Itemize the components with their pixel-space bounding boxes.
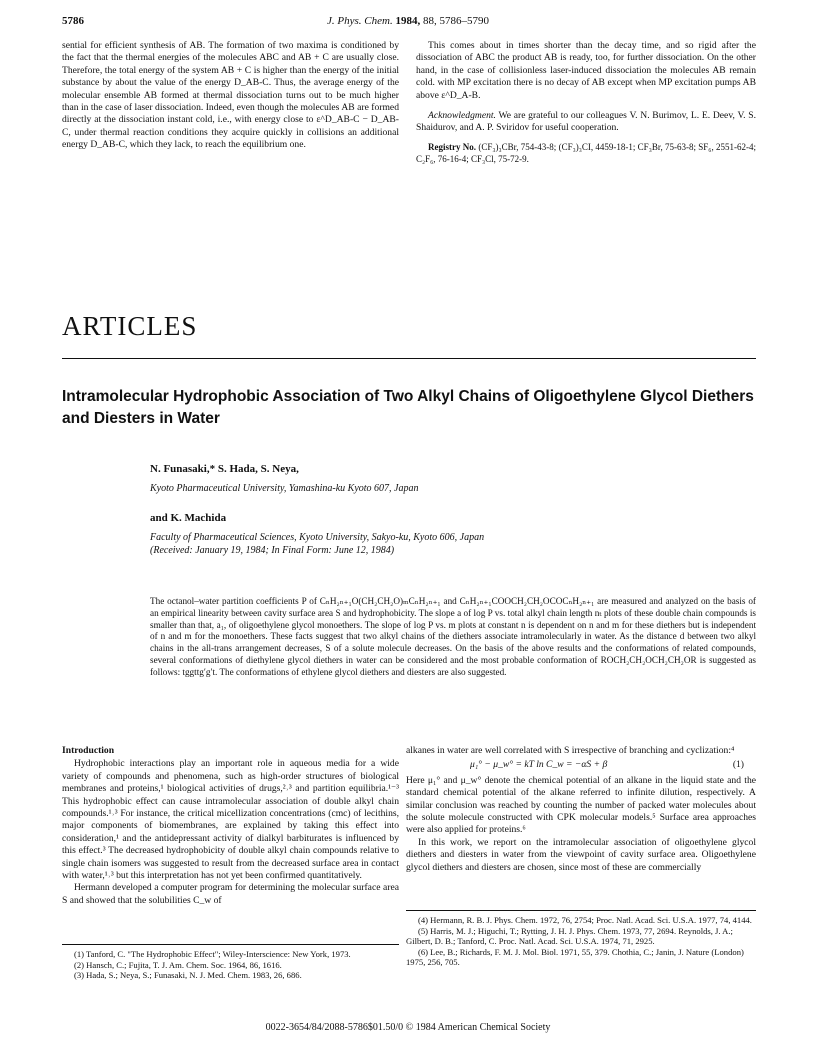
introduction-heading: Introduction bbox=[62, 745, 115, 756]
introduction-paragraph: Hermann developed a computer program for determining the molecular surface area S and showed that the solubilities C_w of bbox=[62, 882, 399, 906]
footnote: (6) Lee, B.; Richards, F. M. J. Mol. Biol. 1971, 55, 379. Chothia, C.; Janin, J. Nature (London) 1975, 256, 705. bbox=[406, 946, 744, 968]
introduction-paragraph: alkanes in water are well correlated with S irrespective of branching and cyclization:⁴ bbox=[406, 745, 735, 756]
acknowledgment-label: Acknowledgment. bbox=[428, 110, 496, 122]
registry-text: (CF₃)₃CBr, 754-43-8; (CF₃)₃CI, 4459-18-1; CF₃Br, 75-63-8; SF₆, 2551-62-4; C₂F₆, 76-16-4; CF₃Cl, 75-72-9. bbox=[416, 141, 756, 165]
journal-citation: 88, 5786–5790 bbox=[422, 15, 489, 27]
equation-1 bbox=[406, 757, 756, 774]
previous-article-paragraph: sential for efficient synthesis of AB. The formation of two maxima is conditioned by the fact that the thermal energies of the molecules ABC and AB + C are usually close. Therefore, the total energy of the system AB + C is higher than the energy of the initial substance by about the value of the energy D_AB-C. Thus, the average energy of the molecular ensemble AB formed at thermal dissociation turns out to be much higher than in the case of laser dissociation. Indeed, even though the molecules AB are formed directly at the dissociation instant cold, i.e., with energy close to ε^D_AB-C − D_AB-C, under thermal reaction conditions they acquire quickly in collisions an additional energy D_AB-C, which they lack, to reach the equilibrium one. bbox=[62, 40, 399, 151]
affiliation-secondary bbox=[150, 531, 710, 557]
registry-label: Registry No. bbox=[428, 141, 477, 152]
previous-article-paragraph: This comes about in times shorter than the decay time, and so rigid after the dissociation of ABC the product AB is ready, too, for further dissociation. On the other hand, in the case of collisionless laser-induced dissociation the molecules AB remain cold. with MP excitation there is no decay of AB except when MP excitation pumps AB above ε^D_A-B. bbox=[416, 40, 756, 101]
acknowledgment-text: We are grateful to our colleagues V. N. Burimov, L. E. Deev, V. S. Shaidurov, and A. P. Sviridov for useful cooperation. bbox=[416, 110, 756, 134]
abstract: The octanol–water partition coefficients P of CₙH₂ₙ₊₁O(CH₂CH₂O)ₘCₙH₂ₙ₊₁ and CₙH₂ₙ₊₁COOCH₂CH₂OCOCₙH₂ₙ₊₁ are measured and analyzed on the basis of an empirical linearity between cavity surface area S and hydrophobicity. The slope a of log P vs. total alkyl chain length nₜ plots of these double chain compounds is smaller than that, a₁, of oligoethylene glycol monoethers. The slope of log P vs. m plots at constant n is dependent on n and m for these diethers but is independent of n and m for the monoethers. These facts suggest that two alkyl chains of the diethers associate intramolecularly in water. As the distance d between two alkyl chains in the all-trans arrangement decreases, S of a solute molecule decreases. On the basis of the above results and the conformations of related compounds, several conformations of diethylene glycol diethers in water can be considered and the most probable conformation of ROCH₂CH₂OCH₂CH₂OR is suggested as follows: tggttg′g′t. The conformations of ethylene glycol diethers and diesters are also suggested. bbox=[150, 596, 756, 677]
page-number: 5786 bbox=[62, 15, 84, 27]
acknowledgment bbox=[416, 110, 756, 135]
footnotes-right bbox=[406, 910, 756, 968]
affiliation-text: Faculty of Pharmaceutical Sciences, Kyoto University, Sakyo-ku, Kyoto 606, Japan bbox=[150, 532, 485, 543]
journal-year: 1984, bbox=[395, 15, 421, 27]
footnote: (5) Harris, M. J.; Higuchi, T.; Rytting, J. H. J. Phys. Chem. 1973, 77, 2694. Reynolds, J. A.; Gilbert, D. B.; Tanford, C. Proc. Natl. Acad. Sci. U.S.A. 1974, 71, 2925. bbox=[406, 925, 733, 947]
footnote: (4) Hermann, R. B. J. Phys. Chem. 1972, 76, 2754; Proc. Natl. Acad. Sci. U.S.A. 1977, 74, 4144. bbox=[418, 915, 752, 925]
equation-number: (1) bbox=[732, 759, 744, 771]
copyright-line: 0022-3654/84/2088-5786$01.50/0 © 1984 American Chemical Society bbox=[265, 1022, 551, 1033]
previous-article-right-column bbox=[416, 40, 756, 166]
footnote: (2) Hansch, C.; Fujita, T. J. Am. Chem. Soc. 1964, 86, 1616. bbox=[74, 959, 282, 970]
authors-primary: N. Funasaki,* S. Hada, S. Neya, bbox=[150, 463, 299, 475]
received-dates: (Received: January 19, 1984; In Final Form: June 12, 1984) bbox=[150, 545, 395, 556]
journal-name: J. Phys. Chem. bbox=[327, 15, 393, 27]
introduction-right-column bbox=[406, 745, 756, 874]
introduction-paragraph: In this work, we report on the intramolecular association of oligoethylene glycol diethers and diesters in water from the viewpoint of cavity surface area. Oligoethylene glycol diethers and diesters are chosen, since most of these are commercially bbox=[406, 836, 756, 873]
running-header bbox=[0, 15, 816, 27]
section-rule bbox=[62, 358, 756, 359]
footnotes-left bbox=[62, 944, 399, 981]
equation-body: μ₁° − μ_w° = kT ln C_w = −αS + β bbox=[470, 759, 608, 771]
introduction-paragraph: Hydrophobic interactions play an important role in aqueous media for a wide variety of compounds and phenomena, such as high-order structures of biological membranes and proteins,¹ biological activities of drugs,²˒³ and partition equilibria.¹⁻³ This hydrophobic effect can cause intramolecular association of double alkyl chain compounds.¹˒³ For instance, the critical micellization concentrations (cmc) of lecithins, major components of biomembranes, are explained by taking this effect into consideration,¹ and the antidepressant activity of dialkyl barbiturates is influenced by this effect.³ The decreased hydrophobicity of double alkyl chain compounds relative to single chain isomers was suggested to result from the decreased surface area in contact with water,¹˒³ but this interpretation has not yet been confirmed quantitatively. bbox=[62, 758, 399, 882]
article-title: Intramolecular Hydrophobic Association of Two Alkyl Chains of Oligoethylene Glycol Diethers and Diesters in Water bbox=[62, 388, 754, 427]
introduction-paragraph: Here μ₁° and μ_w° denote the chemical potential of an alkane in the liquid state and the standard chemical potential of the alkane referred to infinite dilution, respectively. A similar conclusion was reached by counting the number of packed water molecules about the solute molecule constructed with CPK molecular models.⁵ Surface area approaches were also applied for proteins.⁶ bbox=[406, 774, 756, 836]
section-heading: ARTICLES bbox=[62, 311, 198, 341]
registry-numbers bbox=[416, 141, 756, 166]
affiliation-primary: Kyoto Pharmaceutical University, Yamashina-ku Kyoto 607, Japan bbox=[150, 483, 419, 494]
authors-secondary: and K. Machida bbox=[150, 512, 227, 524]
footnote: (3) Hada, S.; Neya, S.; Funasaki, N. J. Med. Chem. 1983, 26, 686. bbox=[74, 970, 302, 981]
introduction-left-column bbox=[62, 745, 399, 907]
footnote: (1) Tanford, C. "The Hydrophobic Effect"; Wiley-Interscience: New York, 1973. bbox=[74, 949, 351, 959]
previous-article-left-column bbox=[62, 40, 399, 152]
